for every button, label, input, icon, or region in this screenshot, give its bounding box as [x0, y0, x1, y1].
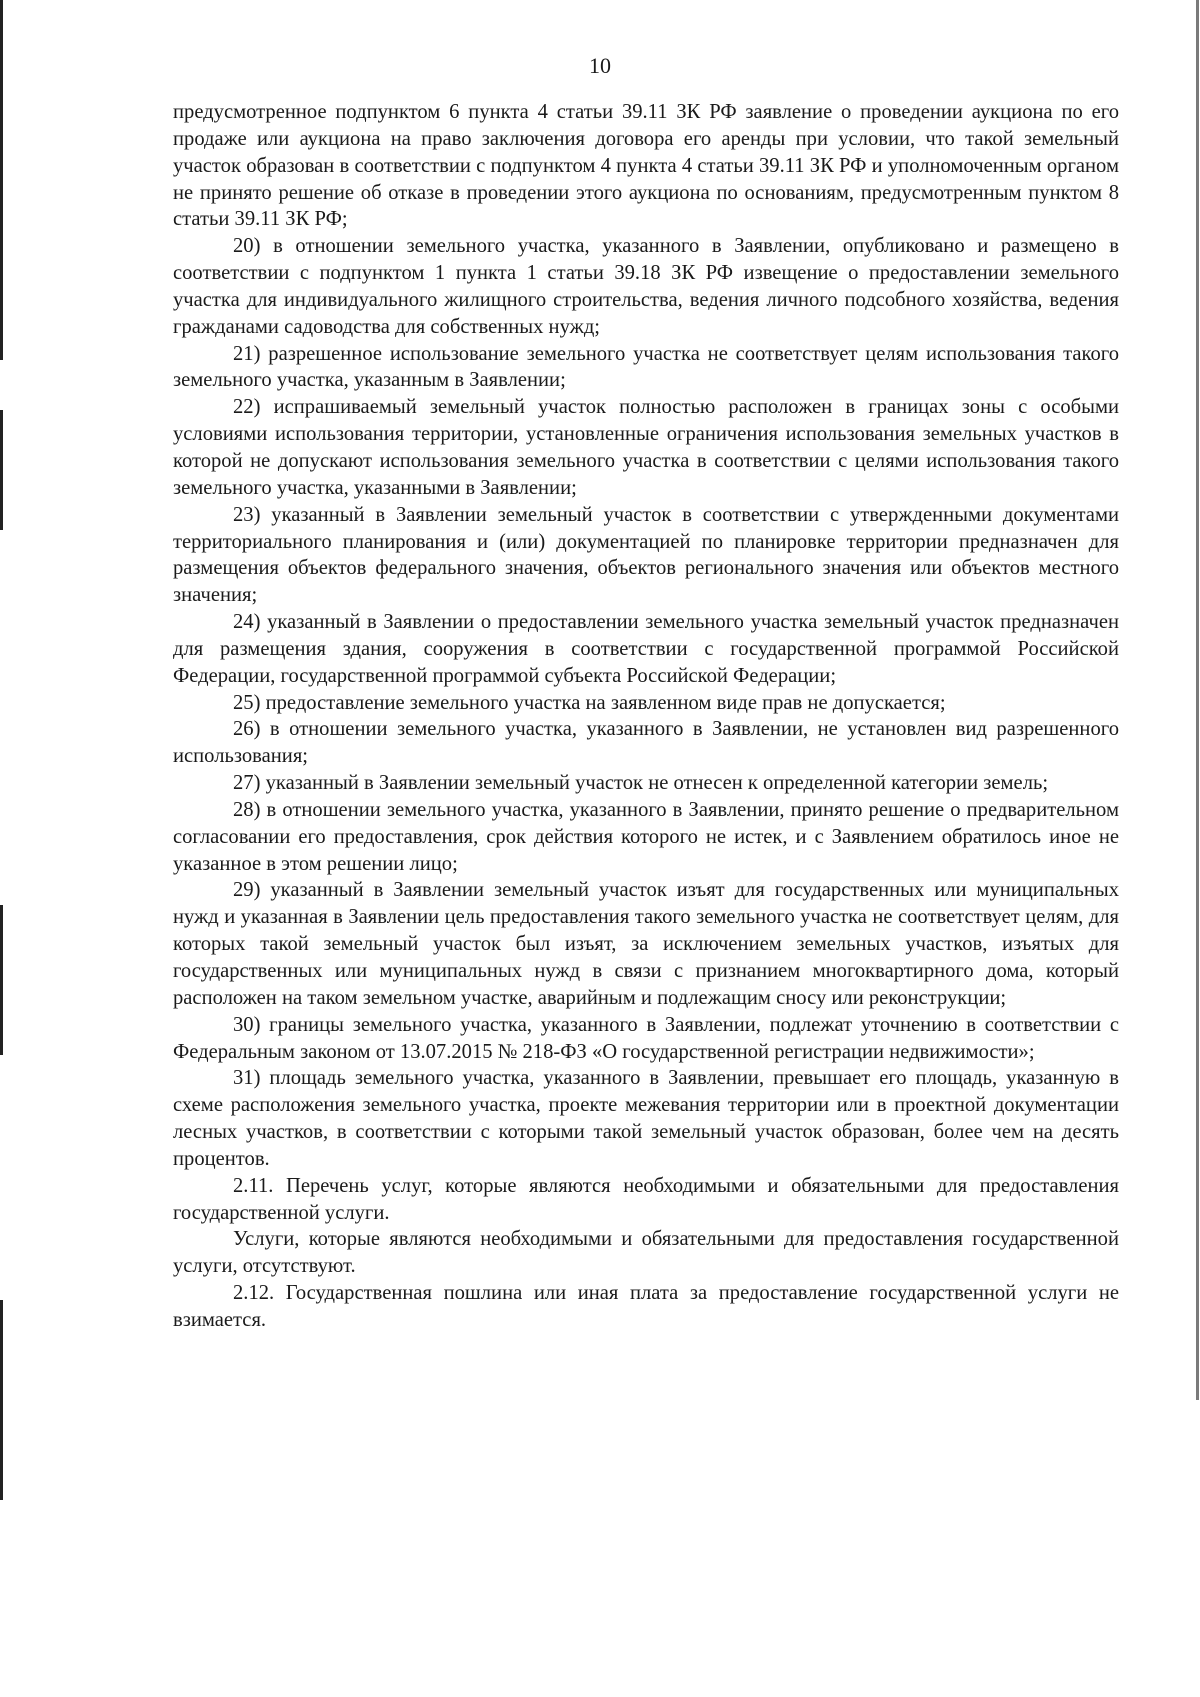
paragraph-30: 30) границы земельного участка, указанного в Заявлении, подлежат уточнению в соответствии с Федеральным законом от 13.07.2015 № 218-ФЗ «О государственной регистрации недвижимости»; [173, 1013, 1119, 1063]
scan-edge-left-lower [0, 905, 3, 1055]
scan-edge-left-bottom [0, 1300, 3, 1500]
paragraph-20: 20) в отношении земельного участка, указанного в Заявлении, опубликовано и размещено в соответствии с подпунктом 1 пункта 1 статьи 39.18 ЗК РФ извещение о предоставлении земельного участка для индивидуального жилищного строительства, ведения личного подсобного хозяйства, ведения гражданами садоводства для собственных нужд; [173, 235, 1119, 338]
paragraph-21: 21) разрешенное использование земельного участка не соответствует целям использования такого земельного участка, указанным в Заявлении; [173, 342, 1119, 392]
paragraph-25: 25) предоставление земельного участка на заявленном виде прав не допускается; [233, 691, 946, 714]
section-2-12: 2.12. Государственная пошлина или иная плата за предоставление государственной услуги не взимается. [173, 1282, 1119, 1331]
paragraph-27: 27) указанный в Заявлении земельный участок не отнесен к определенной категории земель; [233, 772, 1049, 795]
paragraph-26: 26) в отношении земельного участка, указанного в Заявлении, не установлен вид разрешенного использования; [173, 718, 1119, 768]
paragraph-24: 24) указанный в Заявлении о предоставлении земельного участка земельный участок предназначен для размещения здания, сооружения в соответствии с государственной программой Российской Федерации, государственной программой субъекта Российской Федерации; [173, 611, 1119, 687]
paragraph-23: 23) указанный в Заявлении земельный участок в соответствии с утвержденными документами территориального планирования и (или) документацией по планировке территории предназначен для размещения объектов федерального значения, объектов регионального значения или объектов местного значения; [173, 503, 1119, 607]
scan-edge-left-middle [0, 410, 3, 530]
paragraph-31: 31) площадь земельного участка, указанного в Заявлении, превышает его площадь, указанную в схеме расположения земельного участка, проекте межевания территории или в проектной документации лесных участков, в соответствии с которыми такой земельный участок образован, более чем на десять процентов. [173, 1067, 1119, 1170]
document-body [173, 99, 1119, 1334]
paragraph-19-continued: предусмотренное подпунктом 6 пункта 4 статьи 39.11 ЗК РФ заявление о проведении аукциона по его продаже или аукциона на право заключения договора его аренды при условии, что такой земельный участок образован в соответствии с подпунктом 4 пункта 4 статьи 39.11 ЗК РФ и уполномоченным органом не принято решение об отказе в проведении этого аукциона по основаниям, предусмотренным пунктом 8 статьи 39.11 ЗК РФ; [173, 101, 1119, 231]
scan-edge-right [1196, 0, 1199, 1400]
paragraph-22: 22) испрашиваемый земельный участок полностью расположен в границах зоны с особыми условиями использования территории, установленные ограничения использования земельных участков в которой не допускают использования земельного участка в соответствии с целями использования такого земельного участка, указанными в Заявлении; [173, 396, 1119, 499]
section-2-11-body: Услуги, которые являются необходимыми и обязательными для предоставления государственной услуги, отсутствуют. [173, 1228, 1119, 1278]
section-2-11-heading: 2.11. Перечень услуг, которые являются необходимыми и обязательными для предоставления государственной услуги. [173, 1174, 1119, 1224]
paragraph-29: 29) указанный в Заявлении земельный участок изъят для государственных или муниципальных нужд и указанная в Заявлении цель предоставления такого земельного участка не соответствует целям, для которых такой земельный участок был изъят, за исключением земельных участков, изъятых для государственных или муниципальных нужд в связи с признанием многоквартирного дома, который расположен на таком земельном участке, аварийным и подлежащим сносу или реконструкции; [173, 879, 1119, 1009]
paragraph-28: 28) в отношении земельного участка, указанного в Заявлении, принято решение о предварительном согласовании его предоставления, срок действия которого не истек, и с Заявлением обратилось иное не указанное в этом решении лицо; [173, 798, 1119, 875]
page-number: 10 [589, 53, 611, 78]
